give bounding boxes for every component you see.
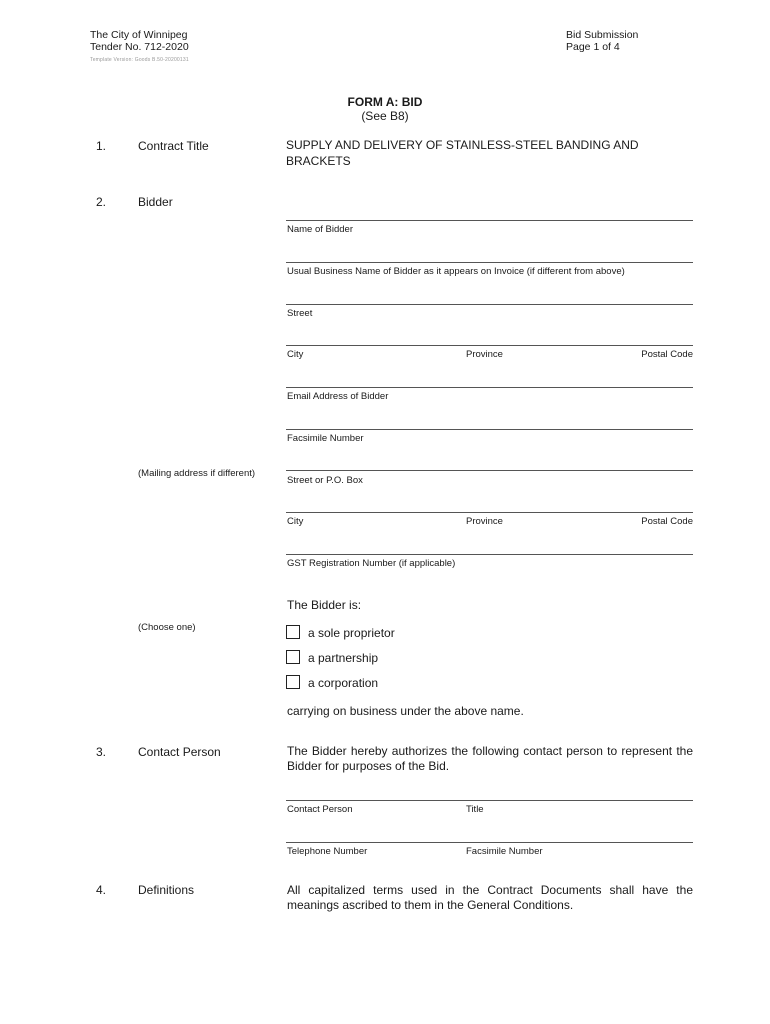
section-3-label: Contact Person [138,745,221,759]
street-caption: Street [287,308,313,319]
mailing-street-field[interactable] [286,470,693,471]
name-of-bidder-field[interactable] [286,220,693,221]
carrying-on-business-text: carrying on business under the above name. [287,704,524,718]
city-province-postal-field[interactable] [286,345,693,346]
template-version: Template Version: Goods B.50-20200131 [90,57,189,63]
mailing-city-caption: City [287,516,304,527]
business-name-field[interactable] [286,262,693,263]
header-city: The City of Winnipeg [90,29,188,41]
form-subtitle: (See B8) [361,109,409,123]
bidder-is-text: The Bidder is: [287,598,362,612]
facsimile-field[interactable] [286,429,693,430]
mailing-postal-code-caption: Postal Code [641,516,693,527]
contact-person-authorization-text: The Bidder hereby authorizes the following contact person to represent the Bidder for purposes of the Bid. [287,744,693,773]
city-caption: City [287,349,304,360]
section-1-number: 1. [96,139,107,153]
header-bid-submission: Bid Submission [566,29,639,41]
form-title: FORM A: BID [347,95,423,109]
choose-one-note: (Choose one) [138,622,196,633]
header-tender-number: Tender No. 712-2020 [90,41,189,53]
street-field[interactable] [286,304,693,305]
contract-title-line2: BRACKETS [286,154,351,168]
contact-person-title-field[interactable] [286,800,693,801]
facsimile-caption: Facsimile Number [287,433,364,444]
section-3-number: 3. [96,745,107,759]
title-caption: Title [466,804,484,815]
definitions-text: All capitalized terms used in the Contract Documents shall have the meanings ascribed to them in the General Conditions. [287,883,693,912]
section-2-label: Bidder [138,195,173,209]
mailing-city-province-postal-field[interactable] [286,512,693,513]
province-caption: Province [466,349,503,360]
mailing-address-note: (Mailing address if different) [138,468,256,479]
corporation-label: a corporation [308,676,379,690]
contact-person-caption: Contact Person [287,804,353,815]
section-1-label: Contract Title [138,139,209,153]
telephone-facsimile-field[interactable] [286,842,693,843]
name-of-bidder-caption: Name of Bidder [287,224,354,235]
partnership-label: a partnership [308,651,379,665]
section-4-label: Definitions [138,883,195,897]
sole-proprietor-checkbox[interactable] [286,625,300,639]
mailing-province-caption: Province [466,516,503,527]
postal-code-caption: Postal Code [641,349,693,360]
contract-title-line1: SUPPLY AND DELIVERY OF STAINLESS-STEEL BANDING AND [286,138,639,152]
sole-proprietor-label: a sole proprietor [308,626,395,640]
mailing-street-caption: Street or P.O. Box [287,475,363,486]
section-2-number: 2. [96,195,107,209]
telephone-caption: Telephone Number [287,846,368,857]
gst-field[interactable] [286,554,693,555]
section-4-number: 4. [96,883,107,897]
email-field[interactable] [286,387,693,388]
gst-caption: GST Registration Number (if applicable) [287,558,456,569]
email-caption: Email Address of Bidder [287,391,389,402]
header-page-number: Page 1 of 4 [566,41,620,53]
corporation-checkbox[interactable] [286,675,300,689]
business-name-caption: Usual Business Name of Bidder as it appears on Invoice (if different from above) [287,266,625,277]
contact-facsimile-caption: Facsimile Number [466,846,543,857]
partnership-checkbox[interactable] [286,650,300,664]
